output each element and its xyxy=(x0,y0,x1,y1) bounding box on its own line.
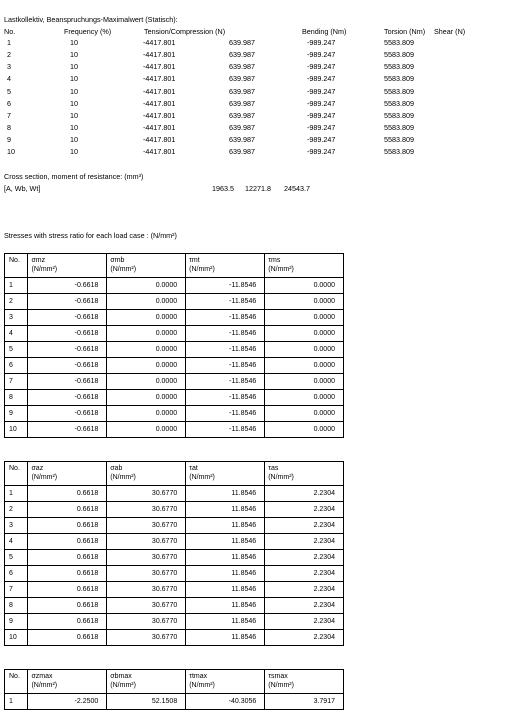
cross-section-area: 1963.5 xyxy=(212,184,234,193)
stress-cell: 0.6618 xyxy=(28,614,107,630)
stress-cell: 3 xyxy=(5,518,28,534)
stress-cell: 11.8546 xyxy=(186,566,265,582)
load-cell: -989.247 xyxy=(307,38,336,47)
load-cell: 5583.809 xyxy=(384,135,414,145)
stress-cell: 11.8546 xyxy=(186,582,265,598)
stress-cell: 0.6618 xyxy=(28,630,107,646)
stress-header-cell xyxy=(186,462,265,486)
stress-cell: -0.6618 xyxy=(28,310,107,326)
stress-cell: 2.2304 xyxy=(265,518,344,534)
stress-header-unit: (N/mm²) xyxy=(31,266,58,273)
stress-cell: 0.6618 xyxy=(28,566,107,582)
load-cell: 1 xyxy=(7,38,11,47)
load-cell: -989.247 xyxy=(307,123,336,133)
stress-header-cell xyxy=(107,462,186,486)
stress-cell: 2.2304 xyxy=(265,582,344,598)
table-row xyxy=(5,598,344,614)
stress-cell: 4 xyxy=(5,326,28,342)
stress-header-unit: (N/mm²) xyxy=(268,474,294,481)
table-row xyxy=(5,614,344,630)
load-cell: 10 xyxy=(70,135,78,145)
stress-cell: 2.2304 xyxy=(265,502,344,518)
stress-cell: 0.0000 xyxy=(265,294,344,310)
load-cell: 5583.809 xyxy=(384,147,414,157)
stress-header-symbol: τtmax xyxy=(189,673,208,680)
stress-header-cell xyxy=(107,254,186,278)
load-cell: 8 xyxy=(7,123,11,133)
load-cell: -989.247 xyxy=(307,62,336,72)
stress-cell: -40.3056 xyxy=(186,694,265,710)
stress-cell: -11.8546 xyxy=(186,422,265,438)
stress-cell: 7 xyxy=(5,582,28,598)
stress-cell: 10 xyxy=(5,630,28,646)
stress-cell: -0.6618 xyxy=(28,326,107,342)
stress-header-symbol: σzmax xyxy=(31,673,53,680)
load-cell: 10 xyxy=(7,147,15,157)
stress-cell: 0.0000 xyxy=(107,278,186,294)
stress-header-unit: (N/mm²) xyxy=(110,266,137,273)
table-row xyxy=(5,406,344,422)
stress-cell: -0.6618 xyxy=(28,278,107,294)
stress-cell: 7 xyxy=(5,374,28,390)
stress-cell: -11.8546 xyxy=(186,406,265,422)
load-cell: 6 xyxy=(7,98,11,108)
load-cell: 639.987 xyxy=(229,74,255,84)
stress-header-unit: (N/mm²) xyxy=(110,474,136,481)
stress-cell: 0.0000 xyxy=(107,310,186,326)
stress-cell: 11.8546 xyxy=(186,550,265,566)
stress-header-unit: (N/mm²) xyxy=(268,266,294,273)
mean-stress-table xyxy=(4,253,344,438)
stress-cell: 30.6770 xyxy=(107,566,186,582)
stress-cell: -11.8546 xyxy=(186,358,265,374)
load-cell: 3 xyxy=(7,62,11,72)
load-cell: -989.247 xyxy=(307,147,336,157)
table-row xyxy=(5,390,344,406)
stress-cell: 0.6618 xyxy=(28,598,107,614)
load-cell: -989.247 xyxy=(307,135,336,145)
stress-cell: 0.0000 xyxy=(107,374,186,390)
load-cell: -4417.801 xyxy=(143,123,176,133)
stress-header-symbol: No. xyxy=(9,673,20,680)
load-cell: 5583.809 xyxy=(384,38,414,47)
stress-cell: 0.6618 xyxy=(28,518,107,534)
stress-cell: -11.8546 xyxy=(186,294,265,310)
stress-cell: -11.8546 xyxy=(186,374,265,390)
table-row xyxy=(5,518,344,534)
table-row xyxy=(5,310,344,326)
stress-cell: 0.0000 xyxy=(265,390,344,406)
stress-cell: 30.6770 xyxy=(107,630,186,646)
stress-cell: 3 xyxy=(5,310,28,326)
stress-cell: 6 xyxy=(5,566,28,582)
table-row xyxy=(5,422,344,438)
table-row xyxy=(5,342,344,358)
stresses-title: Stresses with stress ratio for each load case : (N/mm²) xyxy=(4,231,177,240)
stress-header-cell xyxy=(5,254,28,278)
load-cell: 10 xyxy=(70,38,78,47)
stress-cell: 11.8546 xyxy=(186,486,265,502)
stress-cell: 11.8546 xyxy=(186,518,265,534)
stress-cell: 10 xyxy=(5,422,28,438)
stress-header-cell xyxy=(28,462,107,486)
stress-cell: 0.0000 xyxy=(265,422,344,438)
stress-cell: 6 xyxy=(5,358,28,374)
stress-cell: 0.6618 xyxy=(28,534,107,550)
load-cell: 5583.809 xyxy=(384,86,414,96)
stress-cell: 30.6770 xyxy=(107,598,186,614)
load-cell: 10 xyxy=(70,147,78,157)
stress-cell: 0.6618 xyxy=(28,502,107,518)
stress-cell: 1 xyxy=(5,694,28,710)
load-cell: 9 xyxy=(7,135,11,145)
table-row xyxy=(5,502,344,518)
stress-cell: 2.2304 xyxy=(265,534,344,550)
stress-cell: 8 xyxy=(5,598,28,614)
load-cell: 639.987 xyxy=(229,86,255,96)
load-header-cell: Bending (Nm) xyxy=(302,27,347,36)
stress-cell: 2.2304 xyxy=(265,550,344,566)
stress-header-cell xyxy=(186,254,265,278)
load-cell: -989.247 xyxy=(307,110,336,120)
stress-cell: -11.8546 xyxy=(186,390,265,406)
stress-cell: 11.8546 xyxy=(186,502,265,518)
load-cell: 10 xyxy=(70,62,78,72)
load-header-cell: Tension/Compression (N) xyxy=(144,27,226,36)
stress-cell: -11.8546 xyxy=(186,310,265,326)
stress-header-unit: (N/mm²) xyxy=(189,474,215,481)
stress-header-symbol: σmb xyxy=(110,257,125,264)
stress-cell: 8 xyxy=(5,390,28,406)
stress-cell: 0.0000 xyxy=(265,358,344,374)
load-cell: 639.987 xyxy=(229,62,255,72)
stress-cell: 30.6770 xyxy=(107,582,186,598)
stress-cell: 0.0000 xyxy=(265,326,344,342)
stress-cell: -11.8546 xyxy=(186,278,265,294)
load-header-cell: Shear (N) xyxy=(434,27,466,36)
stress-header-symbol: σaz xyxy=(31,465,44,472)
table-row xyxy=(5,694,344,710)
load-cell: 5 xyxy=(7,86,11,96)
table-row xyxy=(5,278,344,294)
load-cell: 639.987 xyxy=(229,110,255,120)
stress-header-unit: (N/mm²) xyxy=(189,682,215,689)
table-row xyxy=(5,326,344,342)
stress-header-symbol: τmt xyxy=(189,257,200,264)
max-stress-table xyxy=(4,669,344,710)
stress-cell: 9 xyxy=(5,406,28,422)
stress-header-symbol: τms xyxy=(268,257,281,264)
stress-header-symbol: No. xyxy=(9,257,20,264)
stress-cell: -0.6618 xyxy=(28,374,107,390)
amplitude-stress-table xyxy=(4,461,344,646)
stress-cell: 11.8546 xyxy=(186,598,265,614)
stress-header-cell xyxy=(107,670,186,694)
stress-cell: -0.6618 xyxy=(28,422,107,438)
stress-cell: -0.6618 xyxy=(28,390,107,406)
stress-cell: -0.6618 xyxy=(28,358,107,374)
load-collective-title: Lastkollektiv, Beanspruchungs-Maximalwert (Statisch): xyxy=(4,15,178,24)
load-cell: 639.987 xyxy=(229,50,255,60)
load-cell: -989.247 xyxy=(307,86,336,96)
stress-header-symbol: σab xyxy=(110,465,123,472)
stress-cell: 3.7917 xyxy=(265,694,344,710)
stress-header-cell xyxy=(28,254,107,278)
table-row xyxy=(5,486,344,502)
load-cell: 5583.809 xyxy=(384,62,414,72)
load-cell: 5583.809 xyxy=(384,98,414,108)
load-cell: -4417.801 xyxy=(143,62,176,72)
stress-cell: 0.0000 xyxy=(107,294,186,310)
stress-cell: 0.0000 xyxy=(265,374,344,390)
stress-header-symbol: τsmax xyxy=(268,673,288,680)
stress-header-cell xyxy=(5,462,28,486)
stress-header-unit: (N/mm²) xyxy=(110,682,136,689)
stress-header-unit: (N/mm²) xyxy=(31,474,58,481)
stress-cell: 0.0000 xyxy=(265,278,344,294)
stress-header-symbol: τat xyxy=(189,465,198,472)
stress-cell: -11.8546 xyxy=(186,342,265,358)
stress-cell: 2.2304 xyxy=(265,614,344,630)
load-cell: 639.987 xyxy=(229,98,255,108)
load-header-cell: Frequency (%) xyxy=(64,27,112,36)
stress-cell: 0.6618 xyxy=(28,486,107,502)
stress-header-unit: (N/mm²) xyxy=(189,266,215,273)
stress-cell: 0.0000 xyxy=(107,390,186,406)
load-cell: -4417.801 xyxy=(143,38,176,47)
stress-cell: 30.6770 xyxy=(107,534,186,550)
stress-cell: 0.0000 xyxy=(107,406,186,422)
table-row xyxy=(5,294,344,310)
stress-cell: 30.6770 xyxy=(107,614,186,630)
stress-cell: 0.0000 xyxy=(107,422,186,438)
stress-cell: 2.2304 xyxy=(265,566,344,582)
table-row xyxy=(5,374,344,390)
stress-cell: 30.6770 xyxy=(107,502,186,518)
stress-cell: 9 xyxy=(5,614,28,630)
stress-header-cell xyxy=(265,462,344,486)
stress-cell: 11.8546 xyxy=(186,614,265,630)
stress-cell: 0.0000 xyxy=(107,342,186,358)
load-cell: 10 xyxy=(70,123,78,133)
load-cell: 639.987 xyxy=(229,147,255,157)
stress-header-unit: (N/mm²) xyxy=(31,682,58,689)
load-header-cell: No. xyxy=(4,27,16,36)
cross-section-wt: 24543.7 xyxy=(284,184,310,193)
stress-cell: -0.6618 xyxy=(28,406,107,422)
stress-cell: 2 xyxy=(5,294,28,310)
load-cell: -4417.801 xyxy=(143,135,176,145)
table-row xyxy=(5,550,344,566)
stress-cell: 5 xyxy=(5,342,28,358)
table-row xyxy=(5,582,344,598)
load-cell: 5583.809 xyxy=(384,123,414,133)
stress-cell: 0.0000 xyxy=(265,342,344,358)
stress-header-symbol: σmz xyxy=(31,257,46,264)
stress-header-cell xyxy=(5,670,28,694)
table-row xyxy=(5,630,344,646)
load-cell: 5583.809 xyxy=(384,50,414,60)
stress-cell: 0.6618 xyxy=(28,550,107,566)
stress-header-cell xyxy=(28,670,107,694)
stress-cell: 0.0000 xyxy=(265,406,344,422)
load-cell: 639.987 xyxy=(229,123,255,133)
cross-section-label: [A, Wb, Wt] xyxy=(4,184,41,193)
load-cell: -4417.801 xyxy=(143,147,176,157)
load-header-cell: Torsion (Nm) xyxy=(384,27,426,36)
stress-cell: 2.2304 xyxy=(265,598,344,614)
load-cell: -989.247 xyxy=(307,98,336,108)
load-cell: 10 xyxy=(70,74,78,84)
cross-section-wb: 12271.8 xyxy=(245,184,271,193)
load-cell: -4417.801 xyxy=(143,50,176,60)
stress-cell: 30.6770 xyxy=(107,550,186,566)
stress-header-symbol: No. xyxy=(9,465,20,472)
stress-header-cell xyxy=(265,670,344,694)
stress-cell: 2 xyxy=(5,502,28,518)
stress-cell: 0.0000 xyxy=(107,358,186,374)
load-cell: -989.247 xyxy=(307,74,336,84)
table-row xyxy=(5,358,344,374)
stress-cell: 0.6618 xyxy=(28,582,107,598)
stress-cell: 30.6770 xyxy=(107,486,186,502)
load-cell: -4417.801 xyxy=(143,74,176,84)
load-cell: 10 xyxy=(70,86,78,96)
stress-cell: -0.6618 xyxy=(28,342,107,358)
load-cell: 5583.809 xyxy=(384,110,414,120)
stress-cell: 30.6770 xyxy=(107,518,186,534)
load-cell: 4 xyxy=(7,74,11,84)
table-row xyxy=(5,566,344,582)
table-row xyxy=(5,534,344,550)
load-cell: -989.247 xyxy=(307,50,336,60)
load-cell: 10 xyxy=(70,50,78,60)
stress-header-cell xyxy=(265,254,344,278)
load-cell: -4417.801 xyxy=(143,110,176,120)
stress-cell: 4 xyxy=(5,534,28,550)
stress-cell: 0.0000 xyxy=(107,326,186,342)
stress-header-symbol: τas xyxy=(268,465,279,472)
load-cell: 10 xyxy=(70,110,78,120)
load-cell: -4417.801 xyxy=(143,98,176,108)
stress-cell: 52.1508 xyxy=(107,694,186,710)
stress-cell: -11.8546 xyxy=(186,326,265,342)
stress-cell: -0.6618 xyxy=(28,294,107,310)
load-cell: 639.987 xyxy=(229,135,255,145)
load-cell: 7 xyxy=(7,110,11,120)
stress-header-symbol: σbmax xyxy=(110,673,132,680)
load-cell: 2 xyxy=(7,50,11,60)
stress-cell: 1 xyxy=(5,486,28,502)
stress-cell: 2.2304 xyxy=(265,486,344,502)
stress-cell: -2.2500 xyxy=(28,694,107,710)
load-cell: 10 xyxy=(70,98,78,108)
stress-cell: 2.2304 xyxy=(265,630,344,646)
load-cell: -4417.801 xyxy=(143,86,176,96)
cross-section-title: Cross section, moment of resistance: (mm³) xyxy=(4,172,144,181)
stress-cell: 5 xyxy=(5,550,28,566)
stress-header-cell xyxy=(186,670,265,694)
stress-cell: 0.0000 xyxy=(265,310,344,326)
stress-header-unit: (N/mm²) xyxy=(268,682,294,689)
stress-cell: 1 xyxy=(5,278,28,294)
stress-cell: 11.8546 xyxy=(186,534,265,550)
stress-cell: 11.8546 xyxy=(186,630,265,646)
load-cell: 5583.809 xyxy=(384,74,414,84)
load-cell: 639.987 xyxy=(229,38,255,47)
